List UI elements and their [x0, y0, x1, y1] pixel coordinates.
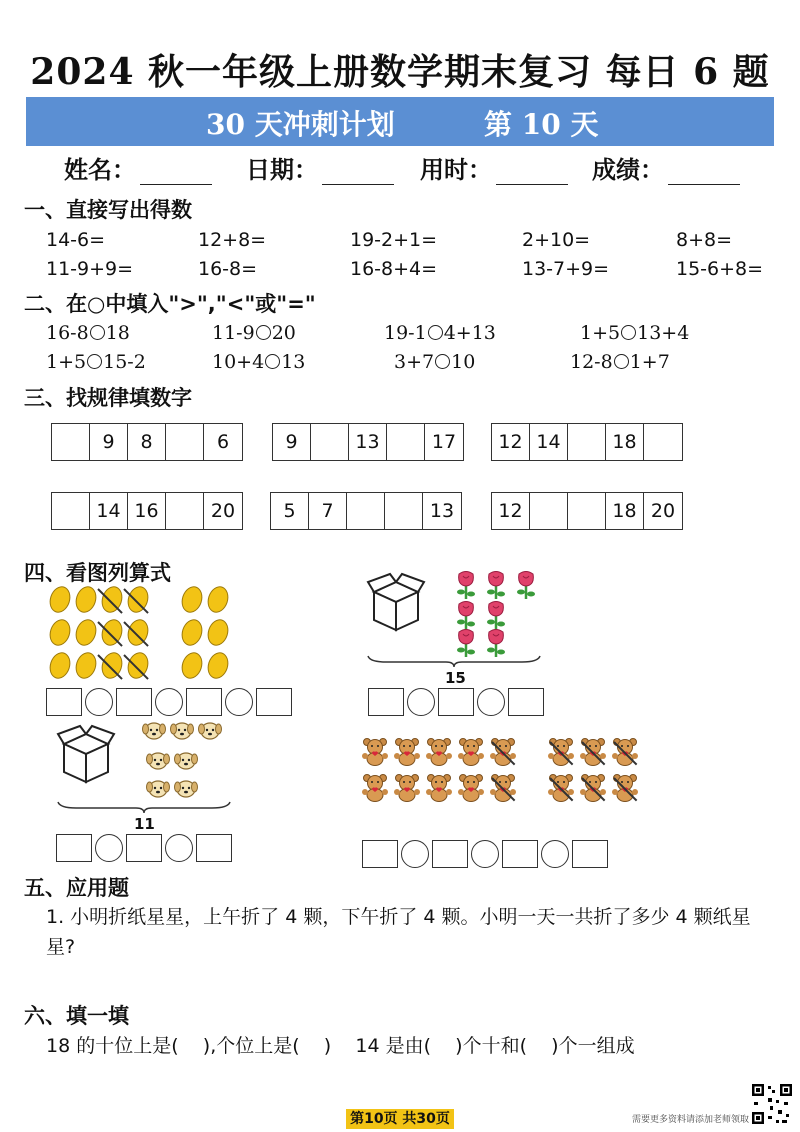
- puppy-icon: [142, 718, 166, 742]
- seq-cell: 13: [349, 424, 387, 460]
- sequence-f: [491, 492, 683, 530]
- lemon-icon: [46, 584, 73, 616]
- compare-item: 16-8 18: [46, 322, 130, 344]
- calc-item: 16-8+4=: [350, 258, 438, 280]
- answer-row-dogs: [56, 834, 232, 862]
- seq-cell[interactable]: [385, 493, 423, 529]
- seq-cell: 5: [271, 493, 309, 529]
- date-field[interactable]: [246, 150, 394, 185]
- seq-cell: 16: [128, 493, 166, 529]
- teddy-bear-icon: [362, 774, 388, 802]
- seq-cell: 12: [492, 424, 530, 460]
- application-question: 1. 小明折纸星星，上午折了 4 颗，下午折了 4 颗。小明一天一共折了多少 4 颗纸星星?: [46, 906, 751, 958]
- section-2-heading: 二、在○中填入">","<"或"=": [24, 292, 316, 316]
- answer-row-flowers: [368, 688, 544, 716]
- gift-box-picture: [366, 570, 426, 640]
- seq-cell: 18: [606, 493, 644, 529]
- flower-icon: [456, 570, 476, 600]
- calc-item: 12+8=: [198, 229, 267, 251]
- seq-cell[interactable]: [52, 424, 90, 460]
- date-label: 日期：: [246, 156, 318, 184]
- calc-item: 16-8=: [198, 258, 258, 280]
- answer-box[interactable]: [186, 688, 222, 716]
- answer-box[interactable]: [508, 688, 544, 716]
- lemon-icon: [204, 617, 231, 649]
- dogs-picture: [142, 718, 232, 808]
- operator-circle[interactable]: [225, 688, 253, 716]
- teddy-bear-icon: [426, 774, 452, 802]
- sequence-c: [491, 423, 683, 461]
- banner-plan: 30 天冲刺计划: [206, 108, 395, 141]
- sequence-d: [51, 492, 243, 530]
- gift-box-icon: [366, 570, 426, 640]
- seq-cell: 13: [429, 500, 455, 522]
- page-number: 第10页 共30页: [346, 1109, 454, 1129]
- answer-box[interactable]: [572, 840, 608, 868]
- answer-row-bears: [362, 840, 608, 868]
- answer-box[interactable]: [256, 688, 292, 716]
- teddy-bear-icon: [426, 738, 452, 766]
- bears-picture: [362, 738, 642, 810]
- lemon-icon: [178, 650, 205, 682]
- compare-circle[interactable]: [90, 325, 105, 340]
- section-6-heading: 六、填一填: [24, 1004, 129, 1028]
- compare-circle[interactable]: [428, 325, 443, 340]
- seq-cell[interactable]: [387, 424, 425, 460]
- compare-item: 3+7 10: [394, 351, 476, 373]
- sequence-b: [272, 423, 464, 461]
- flower-icon: [516, 570, 536, 600]
- answer-box[interactable]: [362, 840, 398, 868]
- lemon-icon: [72, 650, 99, 682]
- compare-circle[interactable]: [621, 325, 636, 340]
- compare-item: 19-1 4+13: [384, 322, 496, 344]
- seq-cell: 17: [431, 431, 457, 453]
- operator-circle[interactable]: [471, 840, 499, 868]
- operator-circle[interactable]: [407, 688, 435, 716]
- calc-item: 14-6=: [46, 229, 106, 251]
- banner-day: 第 10 天: [484, 108, 599, 141]
- lemon-icon: [46, 617, 73, 649]
- plan-banner: [26, 97, 774, 146]
- compare-item: 10+4 13: [212, 351, 306, 373]
- operator-circle[interactable]: [155, 688, 183, 716]
- lemon-icon: [178, 617, 205, 649]
- answer-box[interactable]: [196, 834, 232, 862]
- answer-box[interactable]: [126, 834, 162, 862]
- seq-cell: 6: [216, 431, 230, 453]
- seq-cell: 9: [273, 424, 311, 460]
- flowers-total: 15: [445, 669, 466, 687]
- puppy-icon: [146, 776, 170, 800]
- lemon-icon: [72, 617, 99, 649]
- section-3-heading: 三、找规律填数字: [24, 386, 192, 410]
- teddy-bear-icon: [458, 738, 484, 766]
- gift-box-icon: [56, 722, 116, 792]
- seq-cell[interactable]: [166, 493, 204, 529]
- compare-circle[interactable]: [87, 354, 102, 369]
- teddy-bear-icon: [394, 738, 420, 766]
- compare-circle[interactable]: [614, 354, 629, 369]
- answer-box[interactable]: [502, 840, 538, 868]
- operator-circle[interactable]: [165, 834, 193, 862]
- compare-circle[interactable]: [256, 325, 271, 340]
- lemon-icon: [46, 650, 73, 682]
- seq-cell[interactable]: [530, 493, 568, 529]
- operator-circle[interactable]: [95, 834, 123, 862]
- compare-item: 11-9 20: [212, 322, 296, 344]
- seq-cell[interactable]: [347, 493, 385, 529]
- compare-item: 12-8 1+7: [570, 351, 670, 373]
- brace-dogs: [56, 800, 232, 814]
- answer-box[interactable]: [116, 688, 152, 716]
- seq-cell: 14: [90, 493, 128, 529]
- answer-box[interactable]: [368, 688, 404, 716]
- teddy-bear-icon: [458, 774, 484, 802]
- dogs-total: 11: [134, 815, 155, 833]
- answer-box[interactable]: [432, 840, 468, 868]
- name-label: 姓名：: [64, 156, 136, 184]
- teddy-bear-icon: [394, 774, 420, 802]
- calc-item: 2+10=: [522, 229, 591, 251]
- lemon-icon: [178, 584, 205, 616]
- seq-cell[interactable]: [166, 424, 204, 460]
- calc-item: 19-2+1=: [350, 229, 438, 251]
- calc-item: 8+8=: [676, 229, 733, 251]
- seq-cell: 12: [492, 493, 530, 529]
- score-label: 成绩：: [592, 156, 664, 184]
- flower-icon: [486, 570, 506, 600]
- calc-item: 11-9+9=: [46, 258, 134, 280]
- seq-cell[interactable]: [644, 424, 682, 460]
- flower-icon: [456, 600, 476, 630]
- page-title: 2024 秋一年级上册数学期末复习 每日 6 题: [30, 51, 770, 93]
- seq-cell: 7: [309, 493, 347, 529]
- seq-cell: 14: [530, 424, 568, 460]
- lemon-icon: [204, 650, 231, 682]
- section-5-heading: 五、应用题: [24, 876, 129, 900]
- operator-circle[interactable]: [401, 840, 429, 868]
- seq-cell[interactable]: [311, 424, 349, 460]
- flowers-picture: [452, 570, 542, 662]
- qr-code-icon: [750, 1082, 794, 1126]
- operator-circle[interactable]: [85, 688, 113, 716]
- compare-item: 1+5 13+4: [580, 322, 690, 344]
- time-label: 用时：: [420, 156, 492, 184]
- gift-box-picture: [56, 722, 116, 792]
- score-field[interactable]: [592, 150, 740, 185]
- seq-cell[interactable]: [568, 493, 606, 529]
- lemons-picture: [46, 584, 276, 684]
- puppy-icon: [174, 748, 198, 772]
- puppy-icon: [198, 718, 222, 742]
- lemon-icon: [72, 584, 99, 616]
- fill-question: 18 的十位上是( ),个位上是( ) 14 是由( )个十和( )个一组成: [46, 1035, 635, 1057]
- answer-box[interactable]: [438, 688, 474, 716]
- puppy-icon: [170, 718, 194, 742]
- seq-cell: 9: [90, 424, 128, 460]
- sequence-a: [51, 423, 243, 461]
- operator-circle[interactable]: [541, 840, 569, 868]
- seq-cell: 20: [210, 500, 236, 522]
- compare-circle[interactable]: [435, 354, 450, 369]
- name-field[interactable]: [64, 150, 212, 185]
- answer-box[interactable]: [56, 834, 92, 862]
- operator-circle[interactable]: [477, 688, 505, 716]
- seq-cell: 8: [128, 424, 166, 460]
- calc-item: 15-6+8=: [676, 258, 764, 280]
- seq-cell[interactable]: [568, 424, 606, 460]
- time-field[interactable]: [420, 150, 568, 185]
- section-4-heading: 四、看图列算式: [24, 561, 171, 585]
- flower-icon: [486, 600, 506, 630]
- compare-item: 1+5 15-2: [46, 351, 146, 373]
- section-1-heading: 一、直接写出得数: [24, 198, 192, 222]
- lemon-icon: [204, 584, 231, 616]
- seq-cell: 18: [606, 424, 644, 460]
- compare-circle[interactable]: [265, 354, 280, 369]
- calc-item: 13-7+9=: [522, 258, 610, 280]
- brace-flowers: [366, 654, 542, 668]
- answer-row-lemons: [46, 688, 292, 716]
- puppy-icon: [146, 748, 170, 772]
- footer-note: 需要更多资料请添加老师领取: [632, 1115, 750, 1125]
- answer-box[interactable]: [46, 688, 82, 716]
- seq-cell[interactable]: [52, 493, 90, 529]
- puppy-icon: [174, 776, 198, 800]
- sequence-e: [270, 492, 462, 530]
- teddy-bear-icon: [362, 738, 388, 766]
- seq-cell: 20: [650, 500, 676, 522]
